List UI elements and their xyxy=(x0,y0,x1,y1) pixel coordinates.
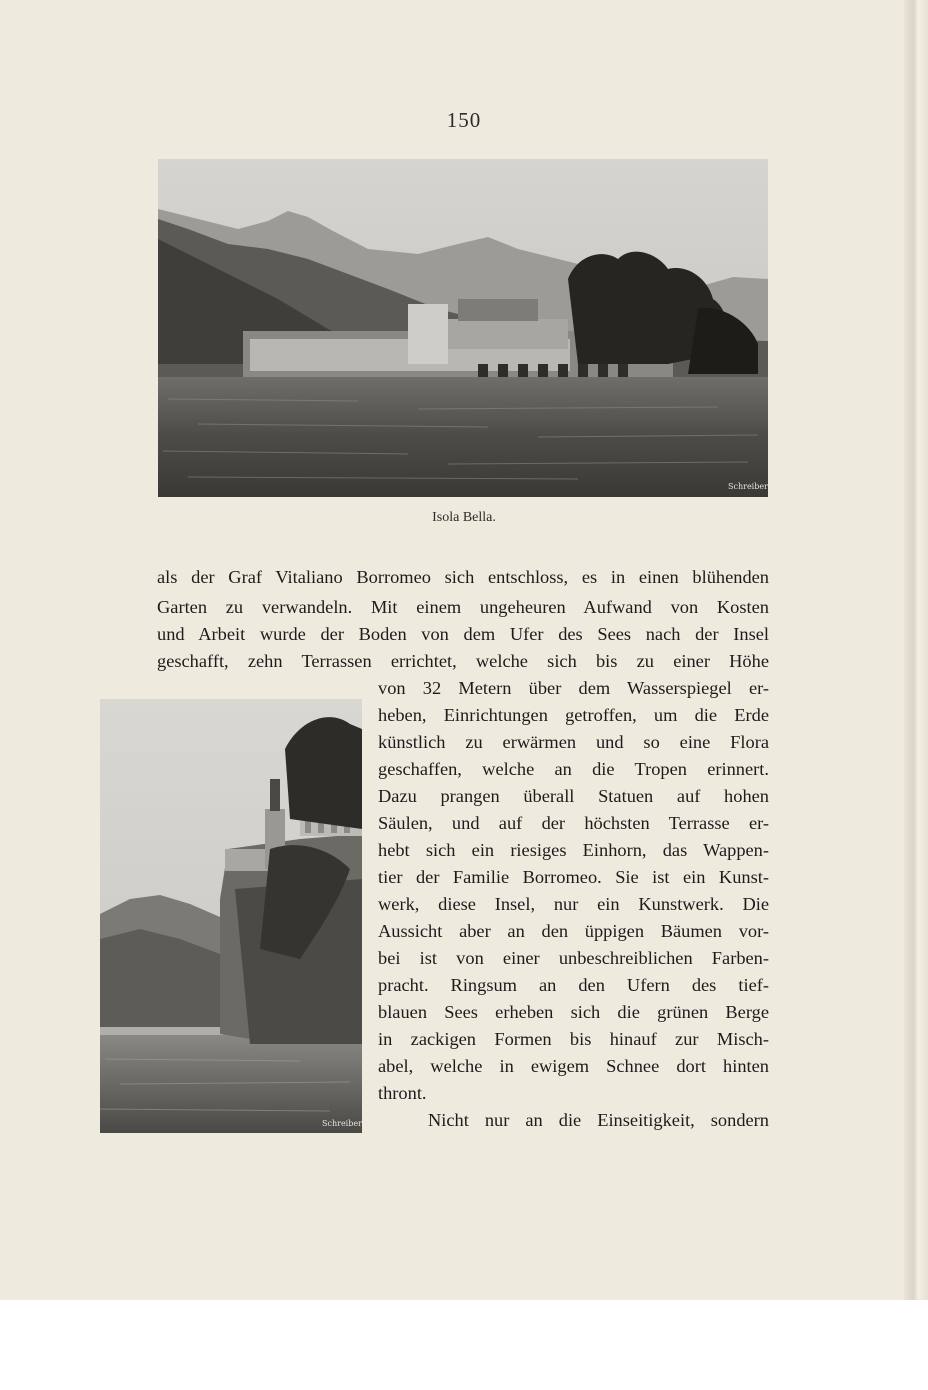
text-line: Nicht nur an die Einseitigkeit, sondern xyxy=(428,1110,769,1130)
text-line: Dazu prangen überall Statuen auf hohen xyxy=(378,786,769,806)
text-line: und Arbeit wurde der Boden von dem Ufer des Sees nach der Insel xyxy=(157,624,769,644)
page-number: 150 xyxy=(446,108,482,132)
photo-signature-top: Schreiber xyxy=(728,482,768,491)
text-line: abel, welche in ewigem Schnee dort hinten xyxy=(378,1056,769,1076)
text-line: Aussicht aber an den üppigen Bäumen vor- xyxy=(378,921,769,941)
photo-caption: Isola Bella. xyxy=(432,510,496,525)
terrace-photo xyxy=(100,699,362,1133)
text-line: künstlich zu erwärmen und so eine Flora xyxy=(378,732,769,752)
isola-bella-photo xyxy=(158,159,768,497)
text-line: bei ist von einer unbeschreiblichen Farben- xyxy=(378,948,769,968)
text-line: geschafft, zehn Terrassen errichtet, welche sich bis zu einer Höhe xyxy=(157,651,769,671)
text-line: werk, diese Insel, nur ein Kunstwerk. Die xyxy=(378,894,769,914)
text-line: thront. xyxy=(378,1083,427,1103)
text-line: tier der Familie Borromeo. Sie ist ein Kunst- xyxy=(378,867,769,887)
text-line: Säulen, und auf der höchsten Terrasse er- xyxy=(378,813,769,833)
text-line: von 32 Metern über dem Wasserspiegel er- xyxy=(378,678,769,698)
text-line: pracht. Ringsum an den Ufern des tief- xyxy=(378,975,769,995)
photo-signature-bottom: Schreiber xyxy=(322,1119,362,1128)
text-line: hebt sich ein riesiges Einhorn, das Wappen- xyxy=(378,840,769,860)
text-line: als der Graf Vitaliano Borromeo sich entschloss, es in einen blühenden xyxy=(157,567,769,587)
text-line: geschaffen, welche an die Tropen erinnert. xyxy=(378,759,769,779)
text-line: heben, Einrichtungen getroffen, um die Erde xyxy=(378,705,769,725)
text-line: in zackigen Formen bis hinauf zur Misch- xyxy=(378,1029,769,1049)
page-gutter xyxy=(904,0,928,1300)
text-line: blauen Sees erheben sich die grünen Berge xyxy=(378,1002,769,1022)
text-line: Garten zu verwandeln. Mit einem ungeheuren Aufwand von Kosten xyxy=(157,597,769,617)
